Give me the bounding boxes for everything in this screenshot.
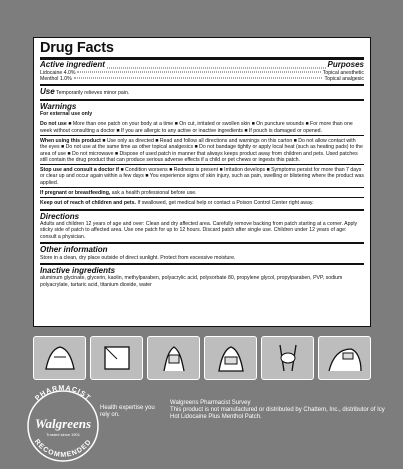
svg-text:RECOMMENDED	[33, 438, 94, 459]
keep-out-paragraph	[40, 197, 364, 206]
stop-use-text: ■ Condition worsens ■ Redness is present ■ Irritation develops ■ Symptoms persist for more than 7 days or clear up and occur again within a few days ■ You experience signs of skin injury, such as pain, swelling or blistering where the product was applied.	[40, 167, 364, 186]
pharmacist-recommended-badge	[18, 383, 108, 463]
knee-patch-icon	[268, 341, 308, 375]
directions-header: Directions	[40, 211, 80, 221]
walgreens-seal-icon	[18, 383, 108, 463]
when-using-lead: When using this product	[40, 137, 101, 144]
ingredient-purpose: Topical analgesic	[324, 75, 364, 82]
purposes-header: Purposes	[327, 60, 364, 69]
brand-tagline: Trusted since 1901	[46, 432, 80, 437]
svg-text:PHARMACIST	[34, 385, 92, 402]
warnings-header: Warnings	[40, 101, 77, 111]
ingredient-purpose: Topical anesthetic	[322, 69, 364, 76]
pregnant-lead: If pregnant or breastfeeding,	[40, 190, 111, 197]
footnotes	[170, 400, 390, 421]
pregnant-text: ask a health professional before use.	[111, 190, 197, 197]
step-illustration	[33, 336, 86, 380]
pregnant-paragraph	[40, 187, 364, 196]
peel-backing-icon	[97, 341, 137, 375]
when-using-text: ■ Use only as directed ■ Read and follow all directions and warnings on this carton ■ Do not allow contact with the eyes ■ Do not use at the same time as other topical analgesics ■ Do not bandage tightly or apply local heat (such as heating pads) to the area of use ■ Do not microwave ■ Dispose of used patch in manner that always keeps product away from children and pets. Used patches still contain the drug product that can produce serious adverse effects if a child or pet chews or ingests this patch.	[40, 137, 363, 163]
application-steps	[33, 336, 371, 380]
use-header: Use	[40, 87, 55, 97]
drug-facts-panel	[33, 37, 371, 327]
warnings-section	[40, 99, 364, 207]
other-information-header: Other information	[40, 245, 108, 255]
ingredient-dots	[77, 71, 320, 72]
step-illustration	[90, 336, 143, 380]
inactive-ingredients-header: Inactive ingredients	[40, 265, 116, 275]
do-not-use-text: ■ More than one patch on your body at a time ■ On cut, irritated or swollen skin ■ On puncture wounds ■ For more than one week without consulting a doctor ■ If you are allergic to any active or inactive ingredients ■ If pouch is damaged or opened.	[40, 121, 353, 134]
header-dots	[107, 59, 326, 69]
shoulder-patch-icon	[325, 341, 365, 375]
apply-patch-icon	[154, 341, 194, 375]
step-illustration	[147, 336, 200, 380]
other-information-section	[40, 242, 364, 261]
keep-out-text: If swallowed, get medical help or contact a Poison Control Center right away.	[137, 200, 314, 207]
do-not-use-lead: Do not use	[40, 121, 67, 128]
directions-text: Adults and children 12 years of age and over: Clean and dry affected area. Carefully remove backing from patch starting at a corner. Apply sticky side of patch to affected area. Use one patch for up to 12 hours. Discard patch after single use. Children under 12 years of age: consult a physician.	[40, 221, 358, 240]
footnote-survey: Walgreens Pharmacist Survey	[170, 400, 251, 406]
ingredient-name: Lidocaine 4.0%	[40, 69, 76, 76]
keep-out-lead: Keep out of reach of children and pets.	[40, 200, 136, 207]
inactive-ingredients-section	[40, 263, 364, 288]
inactive-ingredients-text: aluminum glycinate, glycerin, kaolin, methylparaben, polyacrylic acid, polysorbate 80, propylene glycol, propylparaben, PVP, sodium polyacrylate, tartaric acid, titanium dioxide, water	[40, 275, 343, 288]
stop-use-paragraph	[40, 164, 364, 186]
step-illustration	[318, 336, 371, 380]
open-pouch-icon	[40, 341, 80, 375]
use-text: Temporarily relieves minor pain.	[56, 90, 130, 97]
badge-top-text: PHARMACIST	[34, 384, 92, 403]
badge-bottom-text: RECOMMENDED	[32, 438, 94, 459]
back-patch-icon	[211, 341, 251, 375]
ingredient-dots	[74, 77, 323, 78]
step-illustration	[261, 336, 314, 380]
ingredient-row	[40, 76, 364, 82]
do-not-use-paragraph	[40, 121, 364, 134]
drug-facts-title: Drug Facts	[40, 41, 364, 60]
active-ingredient-header-row	[40, 60, 364, 70]
use-section	[40, 84, 364, 97]
stop-use-lead: Stop use and consult a doctor if	[40, 167, 119, 174]
other-information-text: Store in a clean, dry place outside of direct sunlight. Protect from excessive moisture.	[40, 254, 236, 261]
directions-section	[40, 209, 364, 240]
external-use-text: For external use only	[40, 111, 93, 118]
health-expertise-text: Health expertise you rely on.	[100, 405, 155, 418]
footnote-disclaimer: This product is not manufactured or distributed by Chattem, Inc., distributor of Icy Hot Lidocaine Plus Menthol Patch.	[170, 407, 385, 420]
active-ingredient-header: Active ingredient	[40, 60, 105, 69]
brand-name: Walgreens	[34, 416, 92, 431]
ingredient-name: Menthol 1.0%	[40, 75, 72, 82]
step-illustration	[204, 336, 257, 380]
when-using-paragraph	[40, 135, 364, 163]
